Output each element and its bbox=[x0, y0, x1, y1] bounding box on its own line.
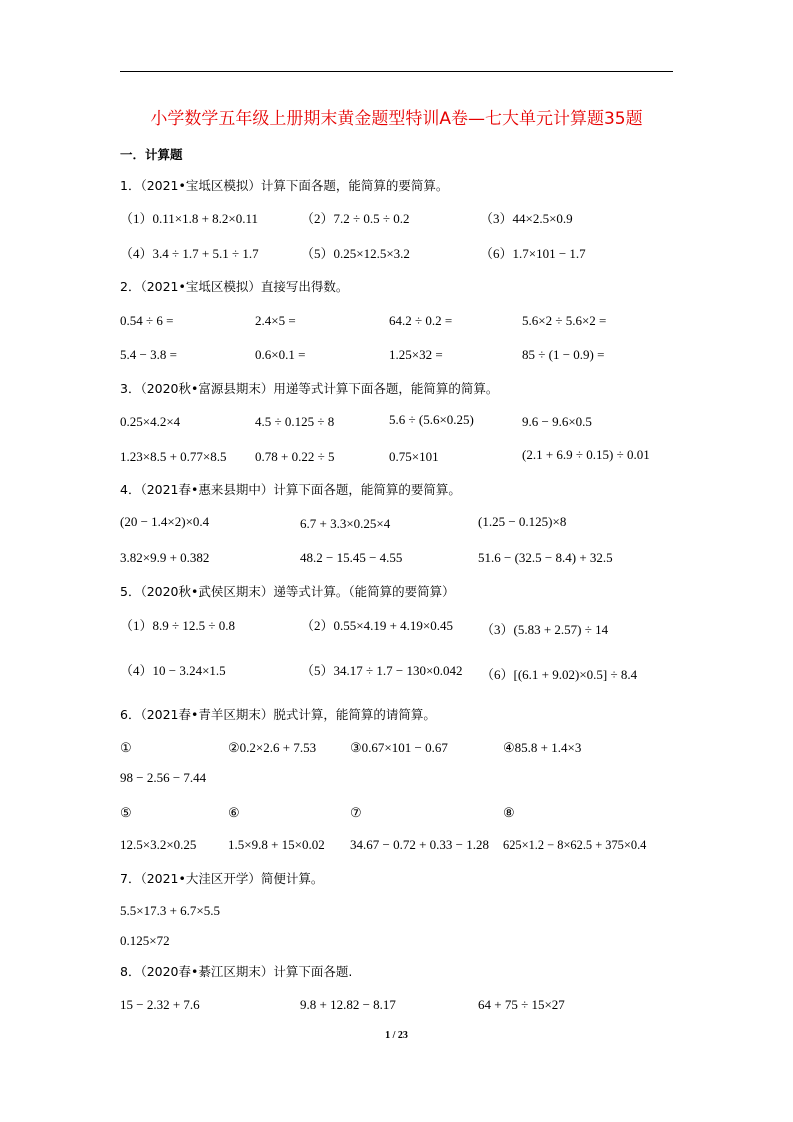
question-item: （6）1.7×101 − 1.7 bbox=[480, 246, 586, 261]
question-item: （6）[(6.1 + 9.02)×0.5] ÷ 8.4 bbox=[481, 667, 638, 682]
question-item: (20 − 1.4×2)×0.4 bbox=[120, 514, 210, 529]
question-item: 1.25×32 = bbox=[389, 347, 443, 362]
question-item: 5.5×17.3 + 6.7×5.5 bbox=[120, 903, 220, 918]
question-item: 9.6 − 9.6×0.5 bbox=[522, 414, 592, 429]
question-item: 6.7 + 3.3×0.25×4 bbox=[300, 516, 391, 531]
question-item: （2）7.2 ÷ 0.5 ÷ 0.2 bbox=[301, 211, 410, 226]
question-item: 3.82×9.9 + 0.382 bbox=[120, 550, 210, 565]
question-item: (2.1 + 6.9 ÷ 0.15) ÷ 0.01 bbox=[522, 447, 650, 462]
question-item: 625×1.2 − 8×62.5 + 375×0.4 bbox=[503, 838, 647, 852]
question-item: （4）10 − 3.24×1.5 bbox=[120, 663, 226, 678]
question-item: 64.2 ÷ 0.2 = bbox=[389, 313, 453, 328]
question-item: ④85.8 + 1.4×3 bbox=[503, 740, 582, 755]
question-item: 4.5 ÷ 0.125 ÷ 8 bbox=[255, 414, 335, 429]
section-heading: 一．计算题 bbox=[120, 147, 183, 162]
question-item: （2）0.55×4.19 + 4.19×0.45 bbox=[301, 618, 453, 633]
question-item: （4）3.4 ÷ 1.7 + 5.1 ÷ 1.7 bbox=[120, 246, 259, 261]
question-item: ③0.67×101 − 0.67 bbox=[350, 740, 448, 755]
question-item: （5）34.17 ÷ 1.7 − 130×0.042 bbox=[301, 663, 463, 678]
question-8-stem: 8．（2020春•綦江区期末）计算下面各题. bbox=[120, 964, 353, 979]
question-5-stem: 5．（2020秋•武侯区期末）递等式计算。（能简算的要简算） bbox=[120, 584, 455, 599]
question-item: （3）(5.83 + 2.57) ÷ 14 bbox=[481, 622, 609, 637]
question-item: 51.6 − (32.5 − 8.4) + 32.5 bbox=[478, 550, 613, 565]
question-item: 34.67 − 0.72 + 0.33 − 1.28 bbox=[350, 837, 489, 852]
question-item: 5.6 ÷ (5.6×0.25) bbox=[389, 412, 474, 427]
question-item: 1.23×8.5 + 0.77×8.5 bbox=[120, 449, 227, 464]
question-2-stem: 2．（2021•宝坻区模拟）直接写出得数。 bbox=[120, 279, 349, 294]
question-item: ②0.2×2.6 + 7.53 bbox=[228, 740, 317, 755]
question-item: ⑥ bbox=[228, 805, 240, 820]
question-item: 64 + 75 ÷ 15×27 bbox=[478, 997, 565, 1012]
question-7-stem: 7．（2021•大洼区开学）简便计算。 bbox=[120, 871, 324, 886]
question-item: ① bbox=[120, 740, 132, 755]
page-number: 1 / 23 bbox=[385, 1030, 408, 1041]
question-item: (1.25 − 0.125)×8 bbox=[478, 514, 567, 529]
question-item: 0.125×72 bbox=[120, 933, 170, 948]
question-item: 0.75×101 bbox=[389, 449, 439, 464]
question-item: ⑤ bbox=[120, 805, 132, 820]
question-item: （3）44×2.5×0.9 bbox=[480, 211, 573, 226]
question-3-stem: 3．（2020秋•富源县期末）用递等式计算下面各题，能简算的简算。 bbox=[120, 381, 499, 396]
question-item: （5）0.25×12.5×3.2 bbox=[301, 246, 410, 261]
question-item: 85 ÷ (1 − 0.9) = bbox=[522, 347, 605, 362]
question-item: 5.6×2 ÷ 5.6×2 = bbox=[522, 313, 607, 328]
question-item: 0.54 ÷ 6 = bbox=[120, 313, 174, 328]
question-item: 15 − 2.32 + 7.6 bbox=[120, 997, 200, 1012]
question-item: ⑦ bbox=[350, 805, 362, 820]
question-item: 9.8 + 12.82 − 8.17 bbox=[300, 997, 396, 1012]
question-item: 0.6×0.1 = bbox=[255, 347, 306, 362]
question-item: 0.78 + 0.22 ÷ 5 bbox=[255, 449, 335, 464]
question-6-stem: 6．（2021春•青羊区期末）脱式计算，能简算的请简算。 bbox=[120, 707, 436, 722]
header-rule bbox=[120, 71, 673, 72]
question-item: ⑧ bbox=[503, 805, 515, 820]
question-item: 1.5×9.8 + 15×0.02 bbox=[228, 837, 325, 852]
document-title: 小学数学五年级上册期末黄金题型特训A卷—七大单元计算题35题 bbox=[150, 109, 643, 129]
question-item: （1）8.9 ÷ 12.5 ÷ 0.8 bbox=[120, 618, 236, 633]
question-item: 98 − 2.56 − 7.44 bbox=[120, 770, 207, 785]
question-item: 48.2 − 15.45 − 4.55 bbox=[300, 550, 403, 565]
question-item: 2.4×5 = bbox=[255, 313, 296, 328]
question-item: 0.25×4.2×4 bbox=[120, 414, 181, 429]
question-4-stem: 4．（2021春•惠来县期中）计算下面各题，能简算的要简算。 bbox=[120, 482, 461, 497]
question-item: 5.4 − 3.8 = bbox=[120, 347, 177, 362]
question-item: （1）0.11×1.8 + 8.2×0.11 bbox=[120, 211, 259, 226]
question-item: 12.5×3.2×0.25 bbox=[120, 837, 197, 852]
question-1-stem: 1．（2021•宝坻区模拟）计算下面各题，能简算的要简算。 bbox=[120, 178, 449, 193]
